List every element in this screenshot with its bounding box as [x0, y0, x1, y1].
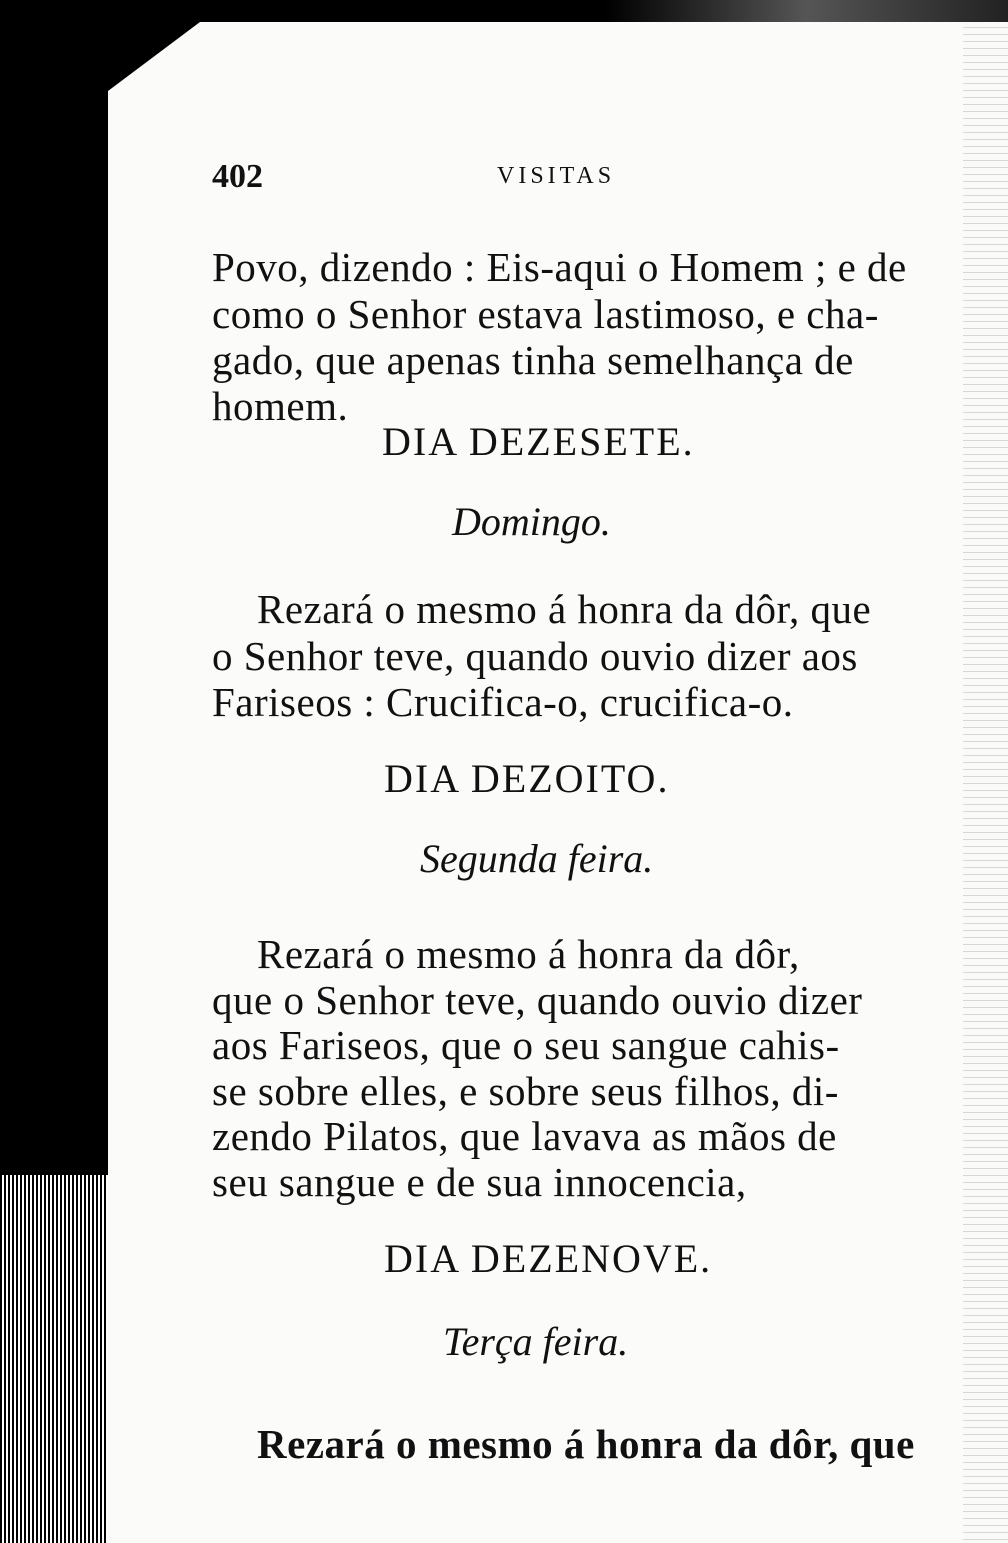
section-heading: DIA DEZESETE. [382, 419, 695, 464]
body-line: o Senhor teve, quando ouvio dizer aos [212, 633, 858, 679]
body-line: que o Senhor teve, quando ouvio dizer [212, 977, 863, 1023]
body-line: Rezará o mesmo á honra da dôr, que [257, 1421, 915, 1467]
body-line: como o Senhor estava lastimoso, e cha- [212, 291, 879, 337]
section-heading: DIA DEZENOVE. [384, 1236, 713, 1281]
body-line: Fariseos : Crucifica-o, crucifica-o. [212, 679, 794, 725]
body-line: Rezará o mesmo á honra da dôr, que [257, 586, 872, 632]
section-subheading: Domingo. [452, 499, 611, 544]
body-line: homem. [212, 383, 349, 429]
section-subheading: Terça feira. [443, 1319, 629, 1364]
body-line: zendo Pilatos, que lavava as mãos de [212, 1113, 837, 1159]
scan-left-shadow-texture [0, 1175, 110, 1543]
body-line: Rezará o mesmo á honra da dôr, [257, 931, 800, 977]
section-heading: DIA DEZOITO. [384, 756, 670, 801]
running-head: VISITAS [497, 163, 616, 189]
scan-top-border [0, 0, 1008, 22]
section-subheading: Segunda feira. [420, 836, 654, 881]
body-line: se sobre elles, e sobre seus filhos, di- [212, 1068, 839, 1114]
page-corner-fold [100, 22, 200, 97]
page-right-edge [963, 22, 1008, 1543]
body-line: Povo, dizendo : Eis-aqui o Homem ; e de [212, 244, 907, 290]
body-line: gado, que apenas tinha semelhança de [212, 337, 854, 383]
body-line: aos Fariseos, que o seu sangue cahis- [212, 1022, 840, 1068]
body-line: seu sangue e de sua innocencia, [212, 1159, 747, 1205]
page-number: 402 [212, 158, 263, 195]
